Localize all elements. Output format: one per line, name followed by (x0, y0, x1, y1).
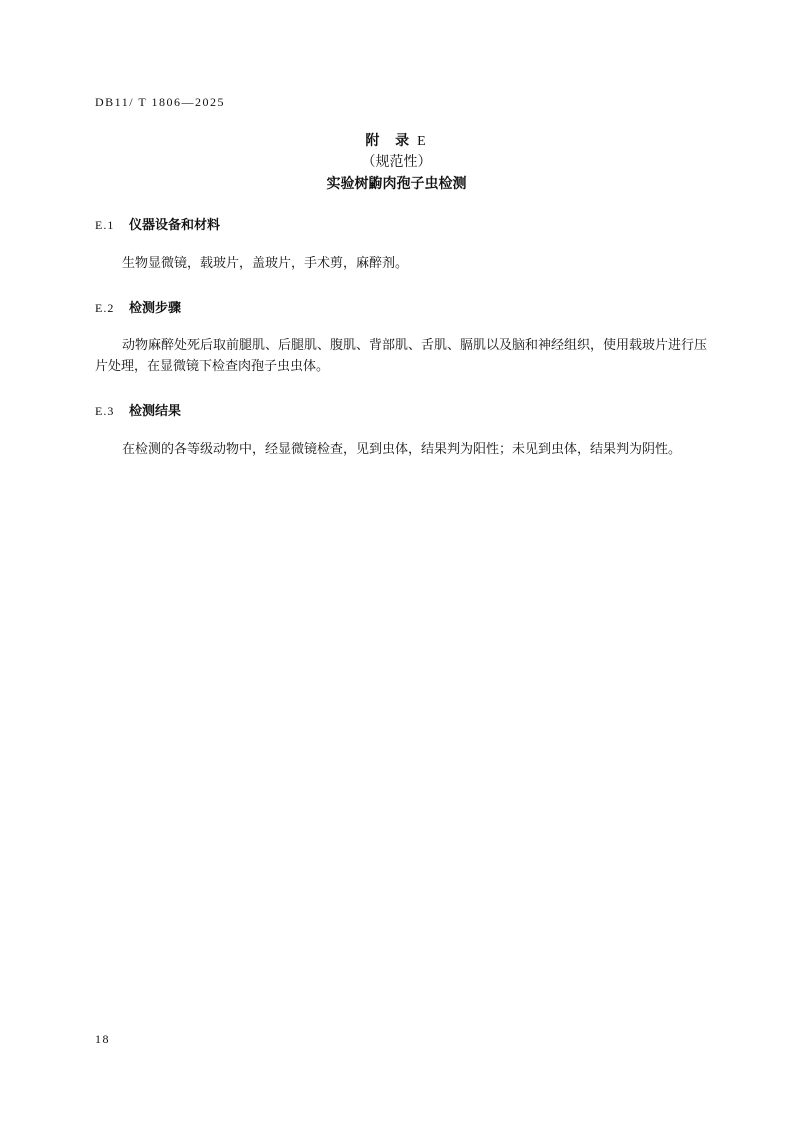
section-number: E.1 (95, 218, 115, 232)
appendix-letter: E (417, 134, 428, 149)
section-body-e2: 动物麻醉处死后取前腿肌、后腿肌、腹肌、背部肌、舌肌、膈肌以及脑和神经组织，使用载玻片进行压片处理，在显微镜下检查肉孢子虫虫体。 (95, 338, 708, 374)
section-title: 检测步骤 (129, 301, 182, 316)
appendix-label (0, 130, 793, 150)
section-number: E.3 (95, 404, 115, 418)
section-title: 仪器设备和材料 (129, 218, 221, 233)
appendix-label-text: 附 录 (365, 133, 412, 149)
appendix-title: 实验树鼩肉孢子虫检测 (326, 176, 467, 192)
section-number: E.2 (95, 301, 115, 315)
section-heading-e3 (95, 400, 181, 419)
section-body-e1: 生物显微镜，载玻片，盖玻片，手术剪，麻醉剂。 (122, 256, 409, 271)
document-code: DB11/ T 1806—2025 (95, 95, 225, 109)
appendix-type: （规范性） (361, 154, 432, 170)
section-body-e3: 在检测的各等级动物中，经显微镜检查，见到虫体，结果判为阳性；未见到虫体，结果判为阴性。 (122, 442, 682, 457)
section-heading-e1 (95, 214, 220, 233)
section-title: 检测结果 (129, 404, 182, 419)
section-heading-e2 (95, 297, 181, 316)
page-number: 18 (95, 1032, 110, 1046)
